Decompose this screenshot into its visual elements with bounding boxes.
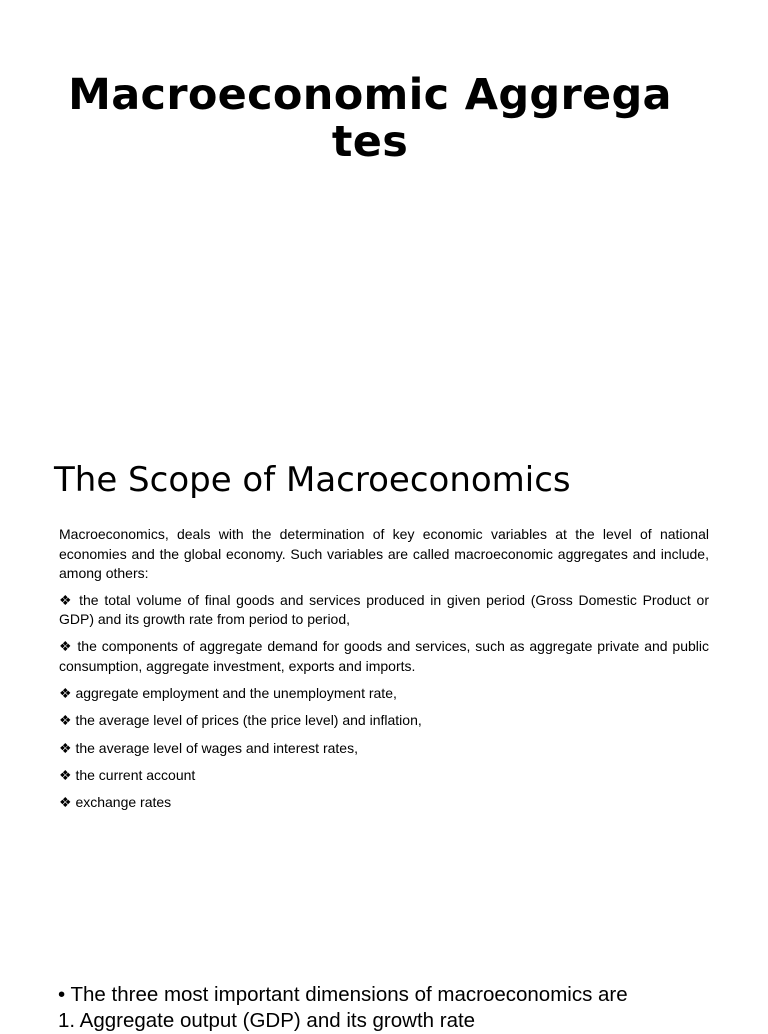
list-item-text: the current account (75, 766, 196, 783)
list-item-text: aggregate employment and the unemployment rate, (75, 685, 397, 702)
list-item-text: the average level of prices (the price level) and inflation, (75, 712, 422, 729)
body-text (59, 525, 709, 821)
aggregates-list (59, 591, 709, 813)
list-item (59, 684, 709, 704)
diamond-bullet-icon: ❖ (59, 739, 72, 756)
dimensions-intro-line: • The three most important dimensions of macroeconomics are (58, 983, 628, 1006)
page-title: Macroeconomic Aggrega tes (68, 70, 672, 167)
intro-paragraph: Macroeconomics, deals with the determination of key economic variables at the level of national economies and the global economy. Such variables are called macroeconomic aggregates and include, among others: (59, 526, 709, 581)
next-slide-text (58, 982, 738, 1034)
diamond-bullet-icon: ❖ (59, 712, 72, 729)
list-item (59, 591, 709, 630)
diamond-bullet-icon: ❖ (59, 591, 74, 608)
list-item-text: exchange rates (75, 794, 172, 811)
list-item (59, 637, 709, 676)
diamond-bullet-icon: ❖ (59, 638, 73, 655)
list-item-text: the average level of wages and interest rates, (75, 739, 358, 756)
list-item-text: the components of aggregate demand for goods and services, such as aggregate private and public consumption, aggregate investment, exports and imports. (59, 638, 709, 674)
diamond-bullet-icon: ❖ (59, 766, 72, 783)
list-item (59, 711, 709, 731)
list-item (59, 793, 709, 813)
dimension-item-1: 1. Aggregate output (GDP) and its growth rate (58, 1009, 476, 1032)
list-item (59, 739, 709, 759)
diamond-bullet-icon: ❖ (59, 685, 72, 702)
section-heading: The Scope of Macroeconomics (54, 460, 571, 500)
diamond-bullet-icon: ❖ (59, 794, 72, 811)
list-item-text: the total volume of final goods and services produced in given period (Gross Domestic Product or GDP) and its growth rate from period to period, (59, 591, 709, 627)
list-item (59, 766, 709, 786)
